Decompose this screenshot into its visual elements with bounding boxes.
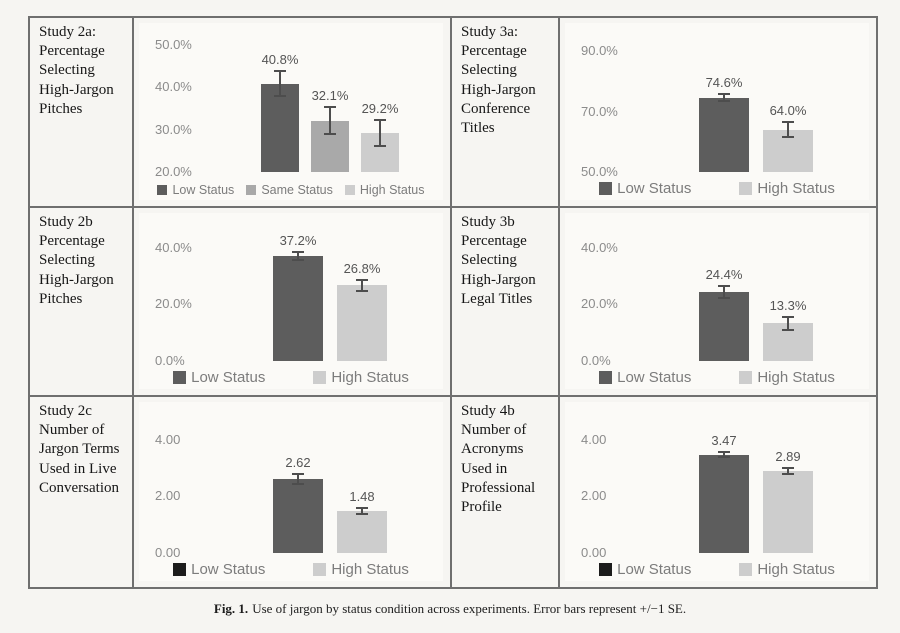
- caption-text: Use of jargon by status condition across experiments. Error bars represent +/−1 SE.: [252, 601, 687, 616]
- legend-swatch-low-status: [599, 563, 612, 576]
- legend-swatch-high-status: [313, 563, 326, 576]
- legend-item-low-status: [599, 180, 691, 197]
- bar-slot-high-status: [361, 35, 399, 172]
- error-bar-line: [787, 123, 789, 136]
- bar-value-label: 29.2%: [361, 100, 399, 116]
- bar-value-label: 32.1%: [311, 88, 349, 104]
- legend: [565, 561, 869, 578]
- y-axis-tick-label: 0.0%: [155, 353, 185, 368]
- legend-item-high-status: [739, 180, 835, 197]
- y-axis-tick-label: 4.00: [581, 431, 607, 447]
- bar-value-label: 64.0%: [769, 103, 807, 119]
- bar-value-label: 74.6%: [705, 75, 743, 91]
- bar-value-label: 26.8%: [343, 260, 381, 276]
- legend-item-high-status: [739, 561, 835, 578]
- legend-item-low-status: [599, 369, 691, 386]
- legend: [565, 369, 869, 386]
- bar-group: [225, 225, 435, 361]
- bar-slot-low-status: [273, 414, 323, 553]
- bar-high-status: [337, 285, 387, 361]
- figure-grid: [28, 16, 878, 589]
- y-axis-tick-label: 30.0%: [155, 121, 192, 137]
- panel-label-study-2b: [30, 208, 134, 397]
- legend: [139, 183, 443, 197]
- panel-label-study-4b: [452, 397, 560, 587]
- chart-study-2a: [139, 23, 443, 200]
- y-axis-tick-label: 50.0%: [155, 36, 192, 52]
- plot-area: [575, 35, 863, 179]
- bar-group: [651, 35, 861, 172]
- study-label: Study 2c Number of Jargon Terms Used in Live Conversation: [39, 403, 120, 496]
- error-bar: [356, 507, 368, 516]
- y-axis-tick-label: 20.0%: [581, 296, 618, 312]
- legend-swatch-low-status: [599, 182, 612, 195]
- panel-label-study-3a: [452, 18, 560, 208]
- legend-label: Low Status: [172, 183, 235, 197]
- y-axis-tick-label: 40.0%: [155, 79, 192, 94]
- panel-chart-study-2b: [134, 208, 452, 397]
- legend-swatch-high-status: [313, 371, 326, 384]
- bar-slot-low-status: [261, 35, 299, 172]
- chart-study-3a: [565, 23, 869, 200]
- legend-swatch-high-status: [739, 182, 752, 195]
- legend-swatch-high-status: [345, 185, 355, 195]
- caption-label: Fig. 1.: [213, 601, 249, 616]
- error-bar: [718, 285, 730, 299]
- bar-slot-low-status: [699, 414, 749, 553]
- y-axis-tick-label: 50.0%: [581, 164, 618, 179]
- study-label: Study 2b Percentage Selecting High-Jargon Pitches: [39, 214, 114, 307]
- legend-item-low-status: [157, 183, 234, 197]
- study-label: Study 3a: Percentage Selecting High-Jargon Conference Titles: [461, 24, 536, 136]
- legend-label: High Status: [757, 180, 835, 197]
- legend-label: Low Status: [617, 369, 692, 386]
- panel-label-study-2a: [30, 18, 134, 208]
- bar-slot-high-status: [763, 35, 813, 172]
- error-bar: [324, 106, 336, 135]
- error-bar-line: [723, 453, 725, 456]
- bar-group: [651, 225, 861, 361]
- study-label: Study 3b Percentage Selecting High-Jargon Legal Titles: [461, 214, 536, 307]
- bar-low-status: [699, 98, 749, 172]
- y-axis-tick-label: 90.0%: [581, 43, 618, 59]
- bar-group: [225, 35, 435, 172]
- error-bar-line: [723, 287, 725, 297]
- legend-label: Same Status: [261, 183, 333, 197]
- legend-item-low-status: [173, 369, 265, 386]
- bar-high-status: [337, 511, 387, 553]
- panel-label-study-2c: [30, 397, 134, 587]
- error-bar: [292, 251, 304, 261]
- figure-caption: [0, 601, 900, 617]
- bar-slot-low-status: [699, 225, 749, 361]
- bar-low-status: [273, 256, 323, 361]
- legend-label: Low Status: [617, 561, 692, 578]
- panel-chart-study-3a: [560, 18, 876, 208]
- y-axis-tick-label: 20.0%: [155, 296, 192, 312]
- bar-slot-high-status: [763, 414, 813, 553]
- legend: [139, 369, 443, 386]
- error-bar-line: [329, 108, 331, 133]
- error-bar: [374, 119, 386, 147]
- plot-area: [149, 35, 437, 179]
- error-bar: [782, 121, 794, 138]
- legend-swatch-low-status: [599, 371, 612, 384]
- y-axis-tick-label: 40.0%: [581, 239, 618, 255]
- bar-slot-low-status: [699, 35, 749, 172]
- bar-slot-same-status: [311, 35, 349, 172]
- y-axis-tick-label: 70.0%: [581, 103, 618, 119]
- legend-label: Low Status: [191, 369, 266, 386]
- error-bar: [356, 279, 368, 292]
- legend-item-same-status: [246, 183, 333, 197]
- legend-label: High Status: [757, 561, 835, 578]
- legend-swatch-same-status: [246, 185, 256, 195]
- error-bar-line: [279, 72, 281, 95]
- study-label: Study 2a: Percentage Selecting High-Jargon Pitches: [39, 24, 114, 117]
- error-bar: [292, 473, 304, 486]
- bar-slot-low-status: [273, 225, 323, 361]
- panel-chart-study-4b: [560, 397, 876, 587]
- plot-area: [575, 414, 863, 560]
- legend-item-low-status: [599, 561, 691, 578]
- plot-area: [149, 414, 437, 560]
- bar-slot-high-status: [337, 225, 387, 361]
- legend-item-high-status: [313, 561, 409, 578]
- legend: [139, 561, 443, 578]
- panel-chart-study-2a: [134, 18, 452, 208]
- error-bar-line: [723, 95, 725, 100]
- y-axis-tick-label: 0.00: [155, 545, 181, 560]
- legend-item-high-status: [345, 183, 425, 197]
- plot-area: [575, 225, 863, 368]
- y-axis-tick-label: 4.00: [155, 431, 181, 447]
- legend-swatch-high-status: [739, 371, 752, 384]
- bar-low-status: [273, 479, 323, 553]
- bar-low-status: [699, 292, 749, 361]
- legend-swatch-low-status: [157, 185, 167, 195]
- bar-slot-high-status: [763, 225, 813, 361]
- panel-chart-study-2c: [134, 397, 452, 587]
- bar-value-label: 37.2%: [279, 232, 317, 248]
- y-axis-tick-label: 0.0%: [581, 353, 611, 368]
- error-bar-line: [379, 121, 381, 145]
- bar-value-label: 1.48: [349, 488, 375, 504]
- bar-high-status: [763, 471, 813, 553]
- panel-chart-study-3b: [560, 208, 876, 397]
- bar-value-label: 40.8%: [261, 52, 299, 67]
- bar-value-label: 13.3%: [769, 298, 807, 313]
- y-axis-tick-label: 2.00: [581, 488, 607, 504]
- bar-group: [651, 414, 861, 553]
- error-bar-line: [297, 475, 299, 484]
- chart-study-2c: [139, 402, 443, 581]
- error-bar: [782, 467, 794, 474]
- study-label: Study 4b Number of Acronyms Used in Professional Profile: [461, 403, 536, 515]
- chart-study-2b: [139, 213, 443, 389]
- error-bar: [782, 316, 794, 331]
- error-bar: [718, 93, 730, 102]
- legend-item-high-status: [739, 369, 835, 386]
- legend-label: Low Status: [617, 180, 692, 197]
- legend-item-high-status: [313, 369, 409, 386]
- legend-label: High Status: [331, 561, 409, 578]
- y-axis-tick-label: 40.0%: [155, 239, 192, 255]
- legend-swatch-low-status: [173, 371, 186, 384]
- bar-value-label: 2.62: [285, 454, 311, 470]
- error-bar: [718, 451, 730, 458]
- chart-study-3b: [565, 213, 869, 389]
- bar-slot-high-status: [337, 414, 387, 553]
- plot-area: [149, 225, 437, 368]
- y-axis-tick-label: 0.00: [581, 545, 607, 560]
- legend-item-low-status: [173, 561, 265, 578]
- legend-label: High Status: [359, 183, 425, 197]
- bar-value-label: 2.89: [775, 449, 801, 465]
- error-bar-line: [361, 281, 363, 290]
- y-axis-tick-label: 20.0%: [155, 164, 192, 179]
- error-bar-line: [297, 253, 299, 259]
- error-bar-line: [361, 509, 363, 514]
- legend-label: Low Status: [191, 561, 266, 578]
- y-axis-tick-label: 2.00: [155, 488, 181, 504]
- legend-swatch-high-status: [739, 563, 752, 576]
- bar-group: [225, 414, 435, 553]
- bar-low-status: [699, 455, 749, 553]
- panel-label-study-3b: [452, 208, 560, 397]
- legend: [565, 180, 869, 197]
- error-bar-line: [787, 469, 789, 472]
- chart-study-4b: [565, 402, 869, 581]
- bar-value-label: 24.4%: [705, 267, 743, 283]
- legend-label: High Status: [331, 369, 409, 386]
- legend-swatch-low-status: [173, 563, 186, 576]
- figure-1: [28, 16, 878, 589]
- legend-label: High Status: [757, 369, 835, 386]
- bar-value-label: 3.47: [711, 433, 737, 448]
- error-bar: [274, 70, 286, 97]
- error-bar-line: [787, 318, 789, 329]
